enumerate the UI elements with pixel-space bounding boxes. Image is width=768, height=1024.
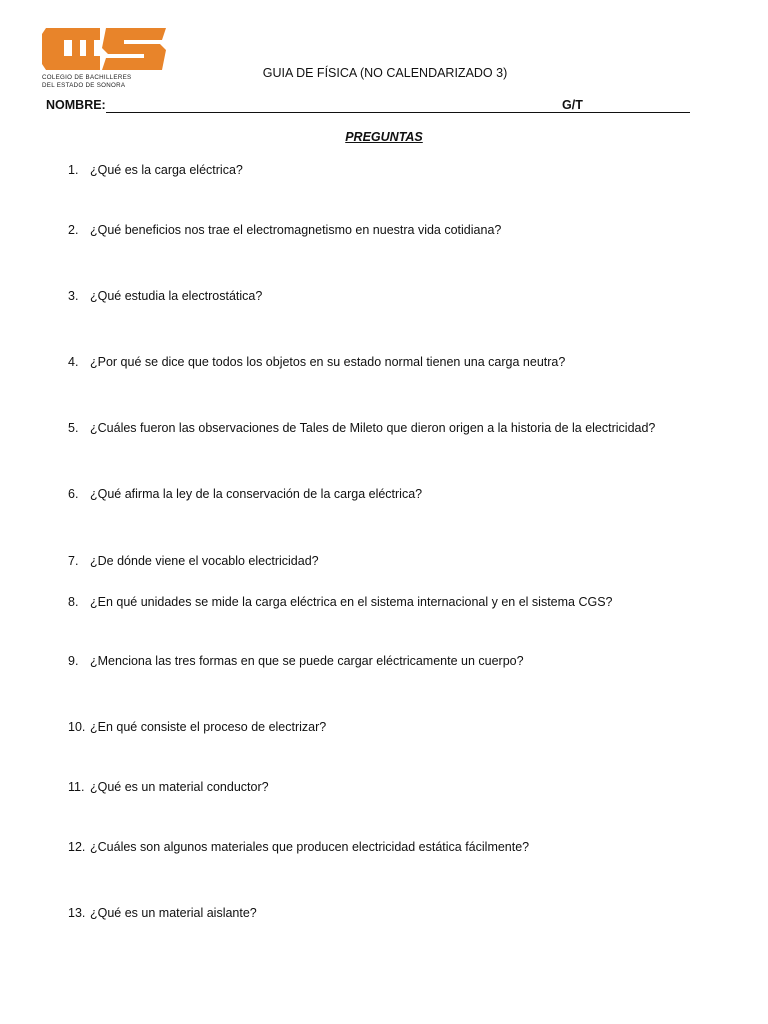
question-number: 11. (68, 780, 85, 794)
cobach-logo-mark (42, 26, 168, 72)
question-number: 4. (68, 355, 79, 369)
question-item (68, 289, 262, 303)
question-text: ¿Cuáles son algunos materiales que producen electricidad estática fácilmente? (90, 840, 530, 854)
question-text: ¿Qué beneficios nos trae el electromagnetismo en nuestra vida cotidiana? (90, 223, 502, 237)
question-number: 5. (68, 421, 79, 435)
question-item (68, 720, 326, 734)
question-number: 1. (68, 163, 79, 177)
question-item (68, 554, 319, 568)
question-number: 9. (68, 654, 79, 668)
question-number: 2. (68, 223, 79, 237)
logo-text-line1: COLEGIO DE BACHILLERES (42, 74, 132, 81)
question-text: ¿En qué consiste el proceso de electrizar? (90, 720, 327, 734)
question-number: 13. (68, 906, 86, 920)
question-text: ¿Qué es un material conductor? (90, 780, 269, 794)
question-number: 10. (68, 720, 86, 734)
question-text: ¿Qué es la carga eléctrica? (90, 163, 243, 177)
document-title: GUIA DE FÍSICA (NO CALENDARIZADO 3) (262, 66, 508, 80)
question-text: ¿Qué estudia la electrostática? (90, 289, 263, 303)
question-text: ¿En qué unidades se mide la carga eléctrica en el sistema internacional y en el sistema CGS? (90, 595, 613, 609)
question-item (68, 421, 655, 435)
question-number: 12. (68, 840, 86, 854)
question-item (68, 840, 529, 854)
question-item (68, 595, 613, 609)
group-field-line[interactable] (588, 112, 690, 113)
question-number: 3. (68, 289, 79, 303)
question-text: ¿Qué es un material aislante? (90, 906, 257, 920)
question-item (68, 780, 269, 794)
question-text: ¿De dónde viene el vocablo electricidad? (90, 554, 319, 568)
question-item (68, 487, 422, 501)
cobach-logo (42, 26, 172, 92)
question-text: ¿Cuáles fueron las observaciones de Tales de Mileto que dieron origen a la historia de la electricidad? (90, 421, 656, 435)
question-number: 6. (68, 487, 79, 501)
question-number: 8. (68, 595, 79, 609)
name-row (46, 98, 696, 116)
name-field-line[interactable] (106, 112, 598, 113)
name-label: NOMBRE: (46, 98, 106, 112)
section-heading: PREGUNTAS (345, 130, 423, 144)
question-item (68, 223, 501, 237)
group-label: G/T (562, 98, 583, 112)
question-text: ¿Por qué se dice que todos los objetos en su estado normal tienen una carga neutra? (90, 355, 566, 369)
question-number: 7. (68, 554, 79, 568)
question-item (68, 163, 243, 177)
question-item (68, 355, 565, 369)
question-text: ¿Menciona las tres formas en que se puede cargar eléctricamente un cuerpo? (90, 654, 524, 668)
question-item (68, 654, 524, 668)
logo-text-line2: DEL ESTADO DE SONORA (42, 82, 126, 89)
question-text: ¿Qué afirma la ley de la conservación de la carga eléctrica? (90, 487, 423, 501)
question-item (68, 906, 257, 920)
